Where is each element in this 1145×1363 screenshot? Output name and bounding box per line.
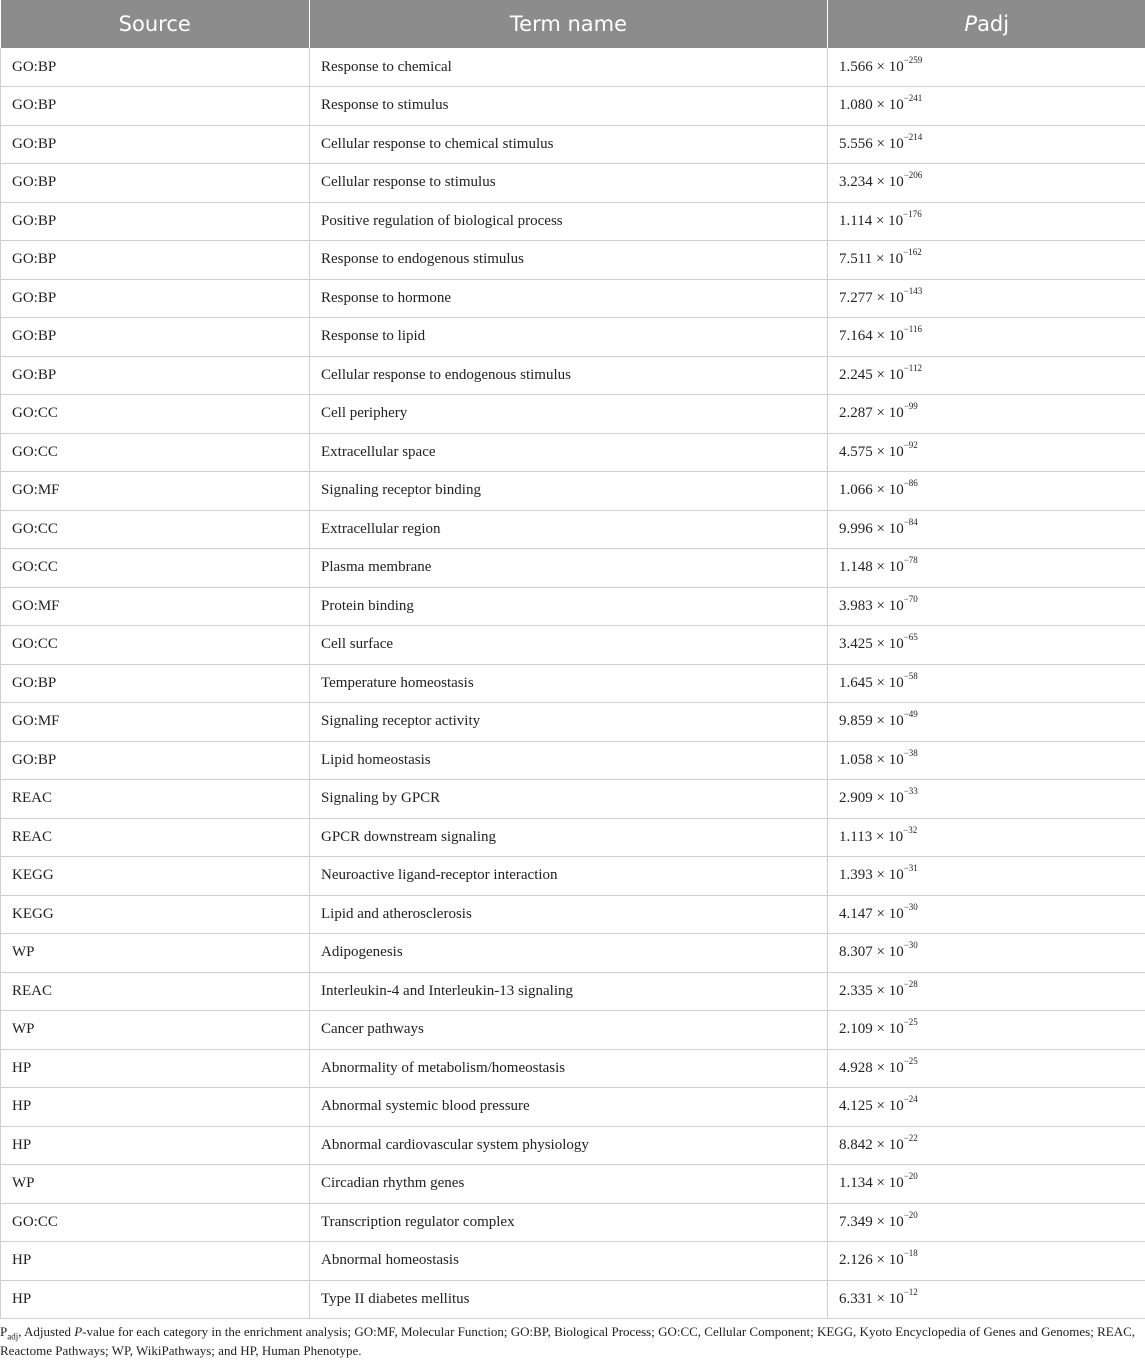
- table-row: [1, 472, 1145, 511]
- cell-padj: [828, 818, 1145, 857]
- padj-mantissa: 4.575: [839, 443, 873, 460]
- padj-times-ten: × 10: [876, 405, 904, 422]
- cell-term-name: Extracellular region: [310, 510, 828, 549]
- cell-source: GO:CC: [1, 1203, 310, 1242]
- cell-padj: [828, 510, 1145, 549]
- padj-exponent: −78: [903, 555, 918, 566]
- footnote-part1: , Adjusted: [18, 1324, 75, 1339]
- table-row: [1, 664, 1145, 703]
- cell-padj: [828, 164, 1145, 203]
- cell-term-name: Response to lipid: [310, 318, 828, 357]
- cell-term-name: Lipid homeostasis: [310, 741, 828, 780]
- cell-source: GO:BP: [1, 279, 310, 318]
- padj-mantissa: 1.148: [839, 559, 873, 576]
- cell-term-name: Response to stimulus: [310, 87, 828, 126]
- padj-exponent: −86: [903, 478, 918, 489]
- table-row: [1, 279, 1145, 318]
- padj-times-ten: × 10: [876, 58, 904, 75]
- padj-mantissa: 9.996: [839, 520, 873, 537]
- footnote-p-italic: P: [74, 1324, 83, 1339]
- table-header: [1, 0, 1145, 48]
- padj-exponent: −12: [903, 1286, 918, 1297]
- cell-padj: [828, 972, 1145, 1011]
- padj-mantissa: 3.983: [839, 597, 873, 614]
- padj-mantissa: 8.307: [839, 944, 873, 961]
- cell-term-name: Interleukin-4 and Interleukin-13 signaling: [310, 972, 828, 1011]
- padj-exponent: −116: [903, 324, 922, 335]
- padj-times-ten: × 10: [875, 251, 904, 268]
- cell-padj: [828, 857, 1145, 896]
- cell-term-name: Abnormal systemic blood pressure: [310, 1088, 828, 1127]
- padj-mantissa: 4.147: [839, 905, 873, 922]
- padj-times-ten: × 10: [876, 790, 904, 807]
- padj-times-ten: × 10: [876, 1252, 904, 1269]
- padj-exponent: −65: [903, 632, 918, 643]
- padj-mantissa: 1.645: [839, 674, 873, 691]
- padj-times-ten: × 10: [876, 1098, 904, 1115]
- cell-source: GO:CC: [1, 510, 310, 549]
- padj-mantissa: 2.245: [839, 366, 873, 383]
- padj-mantissa: 1.393: [839, 867, 873, 884]
- cell-term-name: Protein binding: [310, 587, 828, 626]
- cell-term-name: Cancer pathways: [310, 1011, 828, 1050]
- table-row: [1, 703, 1145, 742]
- table-row: [1, 626, 1145, 665]
- padj-mantissa: 1.566: [839, 58, 873, 75]
- cell-source: HP: [1, 1126, 310, 1165]
- cell-term-name: Neuroactive ligand-receptor interaction: [310, 857, 828, 896]
- cell-padj: [828, 741, 1145, 780]
- padj-times-ten: × 10: [875, 828, 904, 845]
- cell-padj: [828, 125, 1145, 164]
- padj-times-ten: × 10: [876, 674, 904, 691]
- cell-source: REAC: [1, 818, 310, 857]
- cell-term-name: Positive regulation of biological process: [310, 202, 828, 241]
- padj-exponent: −30: [903, 940, 918, 951]
- padj-times-ten: × 10: [876, 520, 904, 537]
- padj-times-ten: × 10: [876, 1213, 904, 1230]
- cell-padj: [828, 472, 1145, 511]
- padj-exponent: −176: [903, 208, 922, 219]
- cell-term-name: Cell periphery: [310, 395, 828, 434]
- cell-term-name: Type II diabetes mellitus: [310, 1280, 828, 1319]
- padj-mantissa: 2.287: [839, 405, 873, 422]
- cell-padj: [828, 1088, 1145, 1127]
- padj-exponent: −33: [903, 786, 918, 797]
- table-row: [1, 433, 1145, 472]
- cell-term-name: Signaling by GPCR: [310, 780, 828, 819]
- cell-term-name: GPCR downstream signaling: [310, 818, 828, 857]
- padj-exponent: −99: [903, 401, 918, 412]
- cell-padj: [828, 1203, 1145, 1242]
- cell-padj: [828, 433, 1145, 472]
- padj-times-ten: × 10: [876, 366, 904, 383]
- cell-term-name: Transcription regulator complex: [310, 1203, 828, 1242]
- cell-term-name: Extracellular space: [310, 433, 828, 472]
- padj-times-ten: × 10: [876, 944, 904, 961]
- cell-padj: [828, 1126, 1145, 1165]
- cell-source: HP: [1, 1088, 310, 1127]
- header-term-name: Term name: [310, 0, 828, 48]
- cell-padj: [828, 241, 1145, 280]
- cell-source: GO:CC: [1, 395, 310, 434]
- cell-padj: [828, 780, 1145, 819]
- cell-padj: [828, 703, 1145, 742]
- padj-mantissa: 4.125: [839, 1098, 873, 1115]
- cell-source: GO:BP: [1, 87, 310, 126]
- cell-source: GO:CC: [1, 433, 310, 472]
- table-row: [1, 1049, 1145, 1088]
- padj-mantissa: 1.134: [839, 1175, 873, 1192]
- padj-exponent: −24: [903, 1094, 918, 1105]
- padj-times-ten: × 10: [876, 97, 904, 114]
- padj-times-ten: × 10: [876, 1175, 904, 1192]
- padj-mantissa: 7.277: [839, 289, 873, 306]
- cell-padj: [828, 1280, 1145, 1319]
- cell-source: GO:BP: [1, 356, 310, 395]
- padj-exponent: −214: [903, 131, 923, 142]
- padj-exponent: −58: [903, 670, 918, 681]
- padj-times-ten: × 10: [875, 212, 904, 229]
- padj-times-ten: × 10: [876, 713, 904, 730]
- padj-mantissa: 1.066: [839, 482, 873, 499]
- table-row: [1, 87, 1145, 126]
- cell-term-name: Plasma membrane: [310, 549, 828, 588]
- cell-source: GO:BP: [1, 664, 310, 703]
- cell-term-name: Circadian rhythm genes: [310, 1165, 828, 1204]
- padj-exponent: −162: [903, 247, 922, 258]
- padj-mantissa: 8.842: [839, 1136, 873, 1153]
- table-row: [1, 934, 1145, 973]
- cell-padj: [828, 1011, 1145, 1050]
- padj-times-ten: × 10: [876, 1059, 904, 1076]
- cell-source: KEGG: [1, 895, 310, 934]
- padj-mantissa: 5.556: [839, 135, 873, 152]
- cell-source: GO:MF: [1, 587, 310, 626]
- padj-exponent: −206: [903, 170, 923, 181]
- cell-source: GO:BP: [1, 318, 310, 357]
- padj-times-ten: × 10: [876, 135, 904, 152]
- table-row: [1, 818, 1145, 857]
- table-row: [1, 549, 1145, 588]
- padj-mantissa: 6.331: [839, 1290, 873, 1307]
- padj-times-ten: × 10: [876, 289, 904, 306]
- padj-exponent: −30: [903, 901, 918, 912]
- header-padj-adj: adj: [977, 12, 1010, 36]
- footnote-p: P: [0, 1324, 8, 1339]
- cell-padj: [828, 934, 1145, 973]
- table-row: [1, 318, 1145, 357]
- padj-times-ten: × 10: [876, 867, 904, 884]
- padj-mantissa: 9.859: [839, 713, 873, 730]
- padj-times-ten: × 10: [876, 636, 904, 653]
- padj-mantissa: 2.109: [839, 1021, 873, 1038]
- cell-source: GO:BP: [1, 202, 310, 241]
- cell-source: WP: [1, 1011, 310, 1050]
- cell-padj: [828, 279, 1145, 318]
- padj-exponent: −38: [903, 747, 918, 758]
- padj-mantissa: 2.335: [839, 982, 873, 999]
- cell-source: GO:CC: [1, 626, 310, 665]
- cell-source: KEGG: [1, 857, 310, 896]
- cell-source: WP: [1, 934, 310, 973]
- table-row: [1, 895, 1145, 934]
- cell-padj: [828, 356, 1145, 395]
- padj-exponent: −20: [903, 1209, 918, 1220]
- footnote-adj: adj: [7, 1331, 19, 1342]
- cell-term-name: Cellular response to stimulus: [310, 164, 828, 203]
- table-row: [1, 857, 1145, 896]
- cell-source: WP: [1, 1165, 310, 1204]
- cell-source: GO:BP: [1, 741, 310, 780]
- table-row: [1, 780, 1145, 819]
- table-row: [1, 48, 1145, 87]
- cell-padj: [828, 1242, 1145, 1281]
- padj-exponent: −25: [903, 1055, 918, 1066]
- cell-source: GO:MF: [1, 703, 310, 742]
- table-footnote: [0, 1322, 1140, 1360]
- cell-term-name: Cellular response to chemical stimulus: [310, 125, 828, 164]
- padj-times-ten: × 10: [876, 905, 904, 922]
- cell-term-name: Response to endogenous stimulus: [310, 241, 828, 280]
- cell-term-name: Abnormal homeostasis: [310, 1242, 828, 1281]
- table-body: [1, 48, 1145, 1319]
- cell-padj: [828, 318, 1145, 357]
- cell-source: GO:BP: [1, 164, 310, 203]
- table-row: [1, 1011, 1145, 1050]
- padj-exponent: −112: [903, 362, 922, 373]
- padj-exponent: −92: [903, 439, 918, 450]
- padj-mantissa: 3.234: [839, 174, 873, 191]
- padj-times-ten: × 10: [876, 1290, 904, 1307]
- table-row: [1, 202, 1145, 241]
- padj-exponent: −143: [903, 285, 923, 296]
- padj-mantissa: 1.113: [839, 828, 873, 845]
- padj-exponent: −31: [903, 863, 918, 874]
- table-row: [1, 241, 1145, 280]
- table-row: [1, 1203, 1145, 1242]
- cell-padj: [828, 626, 1145, 665]
- padj-exponent: −20: [903, 1171, 918, 1182]
- padj-times-ten: × 10: [876, 174, 904, 191]
- cell-padj: [828, 1165, 1145, 1204]
- padj-exponent: −22: [903, 1132, 918, 1143]
- padj-exponent: −25: [903, 1017, 918, 1028]
- cell-source: GO:CC: [1, 549, 310, 588]
- cell-padj: [828, 664, 1145, 703]
- cell-term-name: Adipogenesis: [310, 934, 828, 973]
- table-row: [1, 972, 1145, 1011]
- padj-times-ten: × 10: [876, 443, 904, 460]
- table-row: [1, 164, 1145, 203]
- padj-exponent: −84: [903, 516, 918, 527]
- cell-source: HP: [1, 1280, 310, 1319]
- padj-mantissa: 4.928: [839, 1059, 873, 1076]
- table-row: [1, 587, 1145, 626]
- padj-exponent: −241: [903, 93, 923, 104]
- padj-times-ten: × 10: [876, 328, 904, 345]
- header-padj: [828, 0, 1145, 48]
- cell-padj: [828, 587, 1145, 626]
- padj-exponent: −70: [903, 593, 918, 604]
- cell-term-name: Response to hormone: [310, 279, 828, 318]
- table-row: [1, 1280, 1145, 1319]
- padj-exponent: −49: [903, 709, 918, 720]
- padj-mantissa: 7.511: [839, 251, 873, 268]
- padj-mantissa: 3.425: [839, 636, 873, 653]
- cell-padj: [828, 549, 1145, 588]
- table-row: [1, 510, 1145, 549]
- padj-mantissa: 1.080: [839, 97, 873, 114]
- header-padj-p: P: [964, 12, 978, 36]
- padj-exponent: −28: [903, 978, 918, 989]
- cell-source: HP: [1, 1049, 310, 1088]
- padj-mantissa: 1.114: [839, 212, 873, 229]
- padj-mantissa: 7.349: [839, 1213, 873, 1230]
- padj-times-ten: × 10: [876, 559, 904, 576]
- padj-times-ten: × 10: [876, 751, 904, 768]
- padj-times-ten: × 10: [876, 1021, 904, 1038]
- padj-mantissa: 7.164: [839, 328, 873, 345]
- padj-exponent: −259: [903, 54, 923, 65]
- cell-term-name: Response to chemical: [310, 48, 828, 87]
- table-row: [1, 741, 1145, 780]
- table-row: [1, 1242, 1145, 1281]
- padj-times-ten: × 10: [876, 482, 904, 499]
- cell-term-name: Signaling receptor activity: [310, 703, 828, 742]
- table-row: [1, 1165, 1145, 1204]
- cell-padj: [828, 1049, 1145, 1088]
- cell-padj: [828, 202, 1145, 241]
- cell-padj: [828, 48, 1145, 87]
- footnote-part2: -value for each category in the enrichment analysis; GO:MF, Molecular Function; GO:BP, Biological Process; GO:CC, Cellular Component; KEGG, Kyoto Encyclopedia of Genes and Genomes; REAC, Reactome Pathways; WP, WikiPathways; and HP, Human Phenotype.: [0, 1324, 1136, 1358]
- cell-source: GO:BP: [1, 241, 310, 280]
- table-row: [1, 1088, 1145, 1127]
- header-source: Source: [1, 0, 310, 48]
- cell-term-name: Lipid and atherosclerosis: [310, 895, 828, 934]
- table-row: [1, 125, 1145, 164]
- cell-source: GO:BP: [1, 125, 310, 164]
- padj-mantissa: 2.126: [839, 1252, 873, 1269]
- padj-exponent: −32: [903, 824, 918, 835]
- cell-term-name: Abnormality of metabolism/homeostasis: [310, 1049, 828, 1088]
- padj-times-ten: × 10: [876, 1136, 904, 1153]
- cell-source: GO:MF: [1, 472, 310, 511]
- padj-exponent: −18: [903, 1248, 918, 1259]
- header-row: [1, 0, 1145, 48]
- cell-term-name: Cell surface: [310, 626, 828, 665]
- cell-term-name: Signaling receptor binding: [310, 472, 828, 511]
- table-row: [1, 1126, 1145, 1165]
- table-row: [1, 395, 1145, 434]
- padj-mantissa: 1.058: [839, 751, 873, 768]
- cell-source: GO:BP: [1, 48, 310, 87]
- cell-source: HP: [1, 1242, 310, 1281]
- cell-padj: [828, 895, 1145, 934]
- cell-padj: [828, 87, 1145, 126]
- cell-source: REAC: [1, 780, 310, 819]
- padj-mantissa: 2.909: [839, 790, 873, 807]
- cell-source: REAC: [1, 972, 310, 1011]
- table-row: [1, 356, 1145, 395]
- cell-term-name: Cellular response to endogenous stimulus: [310, 356, 828, 395]
- cell-term-name: Temperature homeostasis: [310, 664, 828, 703]
- padj-times-ten: × 10: [876, 597, 904, 614]
- cell-term-name: Abnormal cardiovascular system physiology: [310, 1126, 828, 1165]
- cell-padj: [828, 395, 1145, 434]
- padj-times-ten: × 10: [876, 982, 904, 999]
